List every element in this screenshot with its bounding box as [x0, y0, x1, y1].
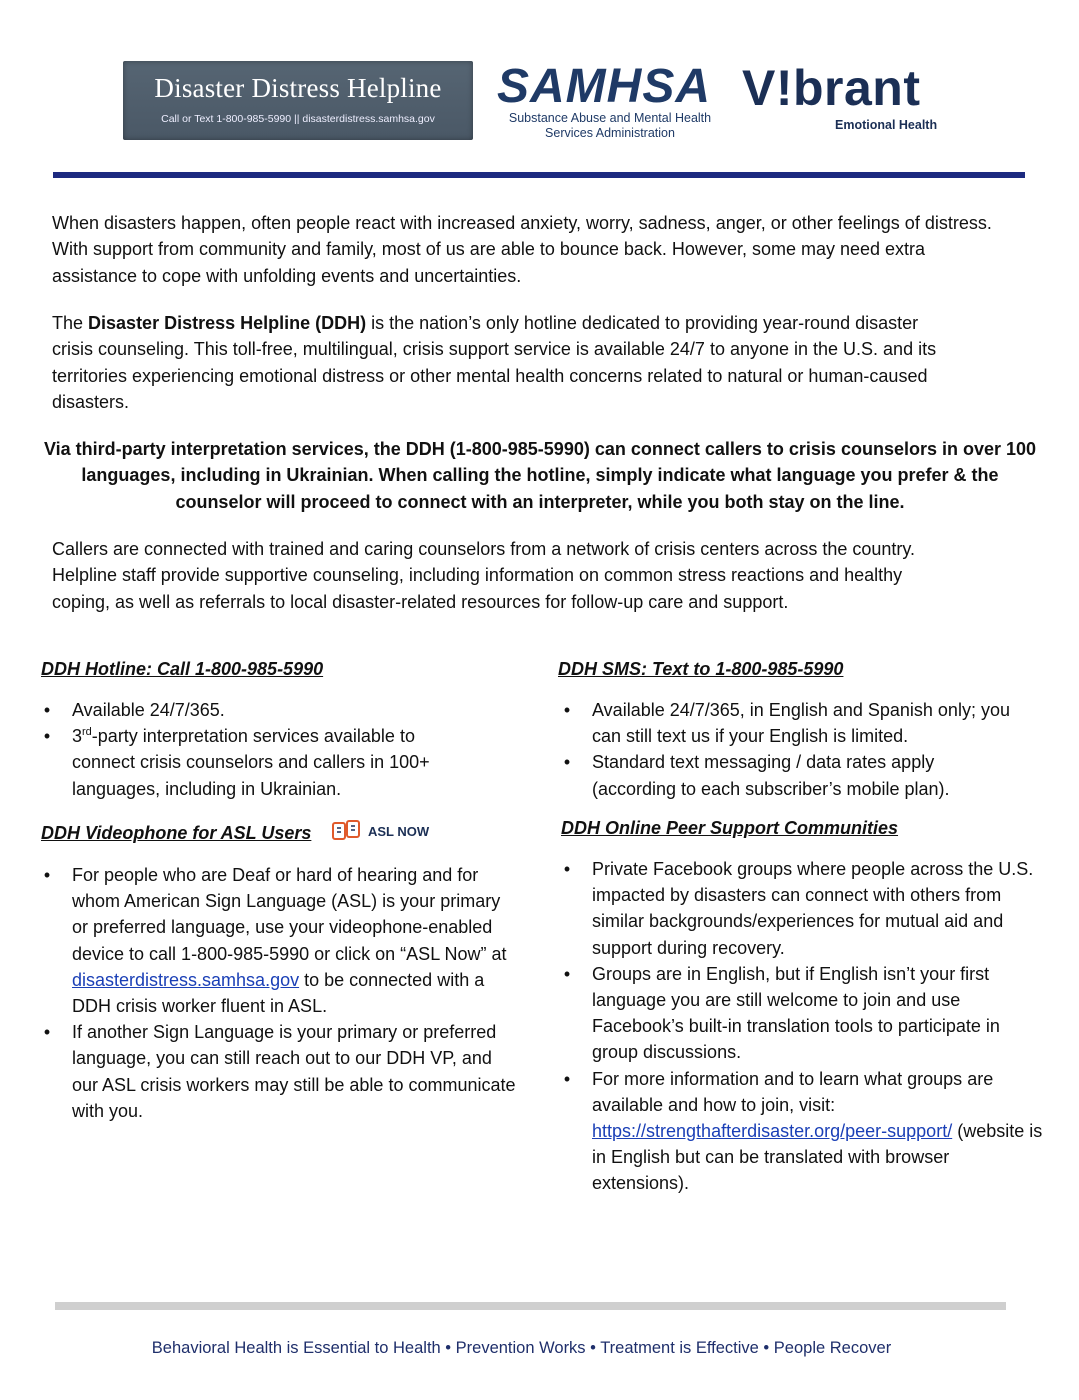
peer-item-3-post: (website is in English but can be translated with browser extensions). [592, 1121, 1043, 1194]
p2-bold: Disaster Distress Helpline (DDH) [88, 313, 367, 333]
footer-tagline: Behavioral Health is Essential to Health • Prevention Works • Treatment is Effective • People Recover [151, 1339, 892, 1357]
bullet-icon: • [563, 963, 571, 984]
list-item [41, 723, 481, 802]
list-item [561, 697, 1021, 749]
asl-now-badge [332, 819, 429, 843]
peer-item-3-pre: For more information and to learn what groups are available and how to join, visit: [592, 1068, 994, 1115]
sms-item-2: Standard text messaging / data rates apply (according to each subscriber’s mobile plan). [592, 752, 950, 799]
bullet-icon: • [43, 726, 51, 747]
videophone-heading: DDH Videophone for ASL Users [41, 823, 312, 843]
bullet-icon: • [43, 865, 51, 885]
peer-heading: DDH Online Peer Support Communities [561, 818, 899, 838]
sms-heading: DDH SMS: Text to 1-800-985-5990 [558, 659, 844, 679]
hotline-item-2-rest: -party interpretation services available to connect crisis counselors and callers in 100+ languages, including in Ukrainian. [72, 726, 430, 799]
videophone-item-2: If another Sign Language is your primary or preferred language, you can still reach out to our DDH VP, and our ASL crisis workers may still be able to communicate with you. [72, 1022, 516, 1121]
asl-hands-icon [332, 820, 362, 842]
peer-support-link[interactable]: https://strengthafterdisaster.org/peer-support/ [592, 1121, 953, 1142]
ddh-logo [123, 61, 473, 140]
hotline-heading: DDH Hotline: Call 1-800-985-5990 [41, 659, 324, 679]
bullet-icon: • [563, 1068, 571, 1089]
list-item [41, 697, 481, 723]
list-item [561, 749, 1021, 801]
vibrant-logo [742, 60, 947, 140]
videophone-item-1-post: to be connected with a DDH crisis worker fluent in ASL. [72, 969, 485, 1017]
intro-paragraph-2 [52, 310, 962, 415]
hotline-item-1: Available 24/7/365. [72, 700, 225, 720]
p2-prefix: The [52, 313, 89, 333]
intro-paragraph-4: Callers are connected with trained and caring counselors from a network of crisis centers across the country. Helpline staff provide supportive counseling, including information on common stress reactions and healthy coping, as well as referrals to local disaster-related resources for follow-up care and support. [52, 539, 916, 612]
peer-list [561, 856, 1046, 1197]
bullet-icon: • [563, 752, 571, 773]
hotline-item-2-pre: 3 [72, 726, 83, 747]
bullet-icon: • [43, 700, 51, 720]
vibrant-logo-subtitle: Emotional Health [835, 118, 938, 132]
list-item [41, 862, 516, 1019]
sms-item-1: Available 24/7/365, in English and Spanish only; you can still text us if your English is limited. [592, 700, 1010, 747]
list-item [41, 1019, 516, 1124]
ddh-logo-subtitle: Call or Text 1-800-985-5990 || disasterdistress.samhsa.gov [161, 113, 435, 125]
samhsa-logo-subtitle: Substance Abuse and Mental Health Services Administration [508, 111, 712, 140]
ddh-site-link[interactable]: disasterdistress.samhsa.gov [72, 969, 300, 990]
ddh-logo-title: Disaster Distress Helpline [154, 73, 442, 103]
list-item [561, 1066, 1046, 1197]
intro-paragraph-1: When disasters happen, often people react with increased anxiety, worry, sadness, anger, or other feelings of distress. With support from community and family, most of us are able to bounce back. However, some may need extra assistance to cope with unfolding events and uncertainties. [52, 213, 992, 286]
peer-item-1: Private Facebook groups where people across the U.S. impacted by disasters can connect with others from similar backgrounds/experiences for mutual aid and support during recovery. [592, 859, 1034, 958]
videophone-item-1-pre: For people who are Deaf or hard of hearing and for whom American Sign Language (ASL) is your primary or preferred language, use your videophone-enabled device to call 1-800-985-5990 or click on “ASL Now” at [72, 865, 507, 964]
sms-list [561, 697, 1021, 802]
samhsa-logo [497, 60, 727, 143]
bullet-icon: • [563, 859, 571, 879]
list-item [561, 961, 1046, 1066]
peer-item-2: Groups are in English, but if English isn’t your first language you are still welcome to join and use Facebook’s built-in translation tools to participate in group discussions. [592, 963, 1000, 1063]
footer-divider [55, 1302, 1006, 1310]
list-item [561, 856, 1046, 961]
header-divider [53, 172, 1025, 178]
asl-now-label: ASL NOW [368, 823, 430, 839]
bullet-icon: • [563, 700, 571, 720]
hotline-item-2-sup: rd [82, 726, 92, 739]
samhsa-logo-title: SAMHSA [497, 60, 712, 113]
vibrant-logo-title: V!brant [742, 60, 921, 116]
bullet-icon: • [43, 1022, 51, 1043]
videophone-list [41, 862, 516, 1124]
p2-rest: is the nation’s only hotline dedicated to providing year-round disaster crisis counseling. This toll-free, multilingual, crisis support service is available 24/7 to anyone in the U.S. and its territories experiencing emotional distress or other mental health concerns related to natural or human-caused disasters. [52, 313, 937, 412]
interpretation-callout: Via third-party interpretation services, the DDH (1-800-985-5990) can connect callers to crisis counselors in over 100 languages, including in Ukrainian. When calling the hotline, simply indicate what language you prefer & the counselor will proceed to connect with an interpreter, while you both stay on the line. [43, 439, 1037, 512]
hotline-list [41, 697, 481, 802]
